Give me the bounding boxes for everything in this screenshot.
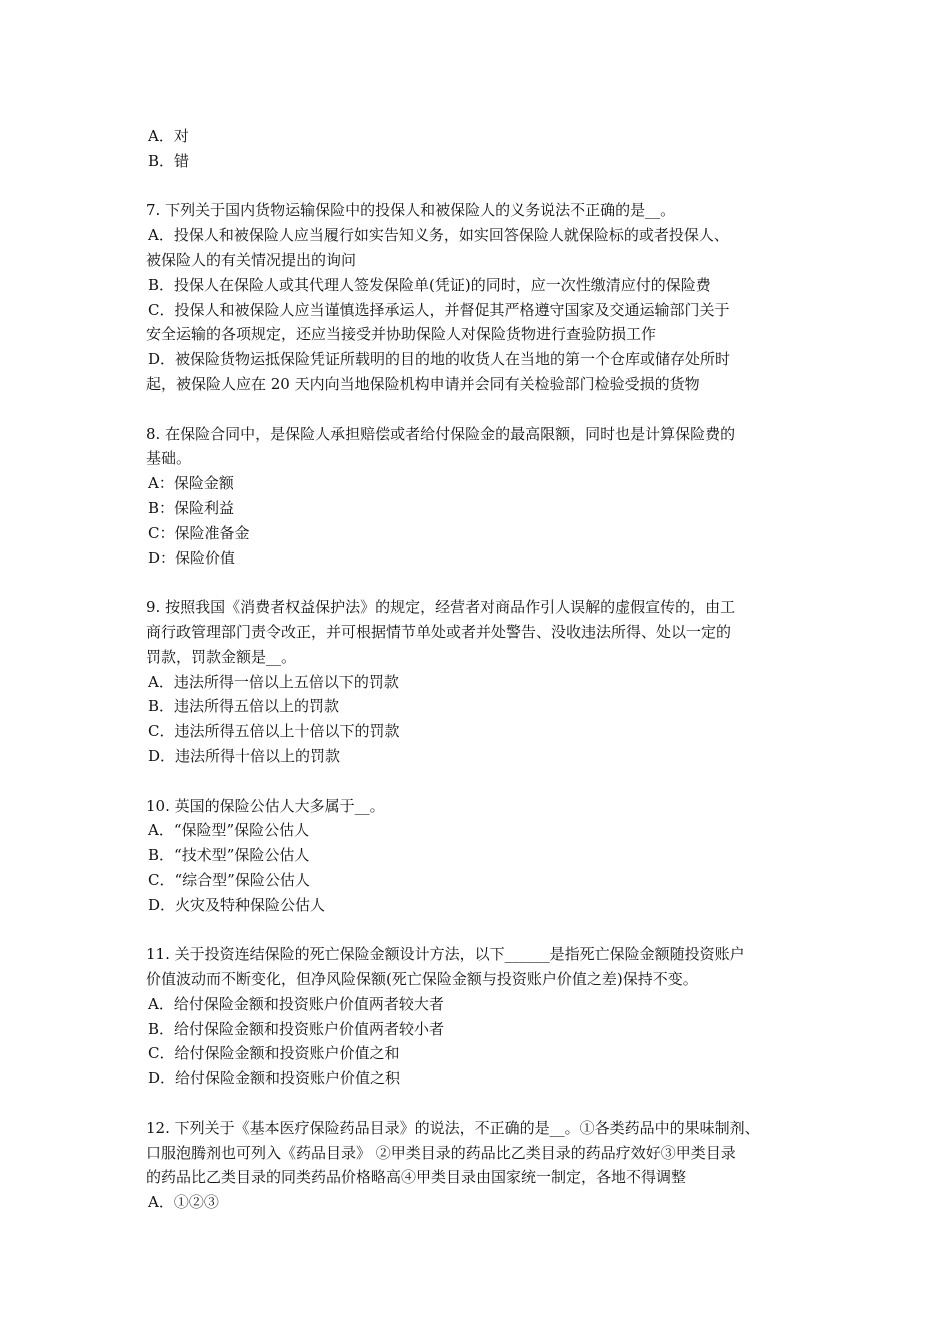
question-stem: 7. 下列关于国内货物运输保险中的投保人和被保险人的义务说法不正确的是__。 (146, 201, 676, 220)
option-line: A．投保人和被保险人应当履行如实告知义务，如实回答保险人就保险标的或者投保人、 (148, 226, 729, 245)
question-12 (146, 1116, 810, 1215)
question-9 (146, 595, 810, 769)
option-line: D．火灾及特种保险公估人 (148, 895, 326, 914)
option-line: B：保险利益 (148, 498, 235, 517)
question-stem: 12. 下列关于《基本医疗保险药品目录》的说法，不正确的是__。①各类药品中的果味制剂、 (146, 1118, 760, 1137)
option-line: A：保险金额 (148, 474, 234, 493)
option-line: D．被保险货物运抵保险凭证所载明的目的地的收货人在当地的第一个仓库或储存处所时 (148, 350, 731, 369)
option-line: D．给付保险金额和投资账户价值之积 (148, 1069, 401, 1088)
option-line: B．违法所得五倍以上的罚款 (148, 697, 340, 716)
option-line: A．对 (148, 127, 189, 145)
question-8 (146, 422, 810, 571)
question-stem: 基础。 (146, 449, 192, 468)
option-line: C：保险准备金 (148, 523, 250, 542)
option-line: C．“综合型”保险公估人 (148, 870, 310, 889)
question-stem: 的药品比乙类目录的同类药品价格略高④甲类目录由国家统一制定，各地不得调整 (146, 1168, 687, 1187)
question-stem: 8. 在保险合同中，是保险人承担赔偿或者给付保险金的最高限额，同时也是计算保险费的 (146, 424, 736, 443)
question-stem: 9. 按照我国《消费者权益保护法》的规定，经营者对商品作引人误解的虚假宣传的，由工 (146, 598, 736, 617)
option-line: B．“技术型”保险公估人 (148, 846, 310, 865)
question-stem: 10. 英国的保险公估人大多属于__。 (146, 796, 385, 815)
option-line-continued: 起，被保险人应在 20 天内向当地保险机构申请并会同有关检验部门检验受损的货物 (146, 374, 700, 393)
option-line: B．投保人在保险人或其代理人签发保险单(凭证)的同时，应一次性缴清应付的保险费 (148, 275, 711, 294)
question-7 (146, 198, 810, 396)
option-line: D：保险价值 (148, 548, 236, 567)
option-line: B．给付保险金额和投资账户价值两者较小者 (148, 1019, 445, 1038)
question-11 (146, 942, 810, 1091)
question-10 (146, 794, 810, 918)
option-line: B．错 (148, 151, 190, 170)
option-line: D．违法所得十倍以上的罚款 (148, 746, 341, 765)
option-line: A．“保险型”保险公估人 (148, 821, 310, 840)
option-line-continued: 被保险人的有关情况提出的询问 (146, 250, 357, 269)
option-line: A．①②③ (148, 1193, 219, 1212)
question-stem: 11. 关于投资连结保险的死亡保险金额设计方法，以下______是指死亡保险金额随投资账户 (146, 945, 745, 964)
question-stem: 罚款，罚款金额是__。 (146, 647, 297, 666)
document-content (146, 124, 810, 1215)
question-stem: 商行政管理部门责令改正，并可根据情节单处或者并处警告、没收违法所得、处以一定的 (146, 622, 732, 641)
option-line: C．给付保险金额和投资账户价值之和 (148, 1044, 400, 1063)
question-stem: 价值波动而不断变化，但净风险保额(死亡保险金额与投资账户价值之差)保持不变。 (146, 970, 698, 989)
option-line: C．违法所得五倍以上十倍以下的罚款 (148, 722, 400, 741)
option-line: A．违法所得一倍以上五倍以下的罚款 (148, 672, 399, 691)
option-line: C．投保人和被保险人应当谨慎选择承运人，并督促其严格遵守国家及交通运输部门关于 (148, 300, 730, 319)
question-stem: 口服泡腾剂也可列入《药品目录》 ②甲类目录的药品比乙类目录的药品疗效好③甲类目录 (146, 1143, 736, 1162)
option-line-continued: 安全运输的各项规定，还应当接受并协助保险人对保险货物进行查验防损工作 (146, 325, 657, 344)
option-line: A．给付保险金额和投资账户价值两者较大者 (148, 994, 444, 1013)
